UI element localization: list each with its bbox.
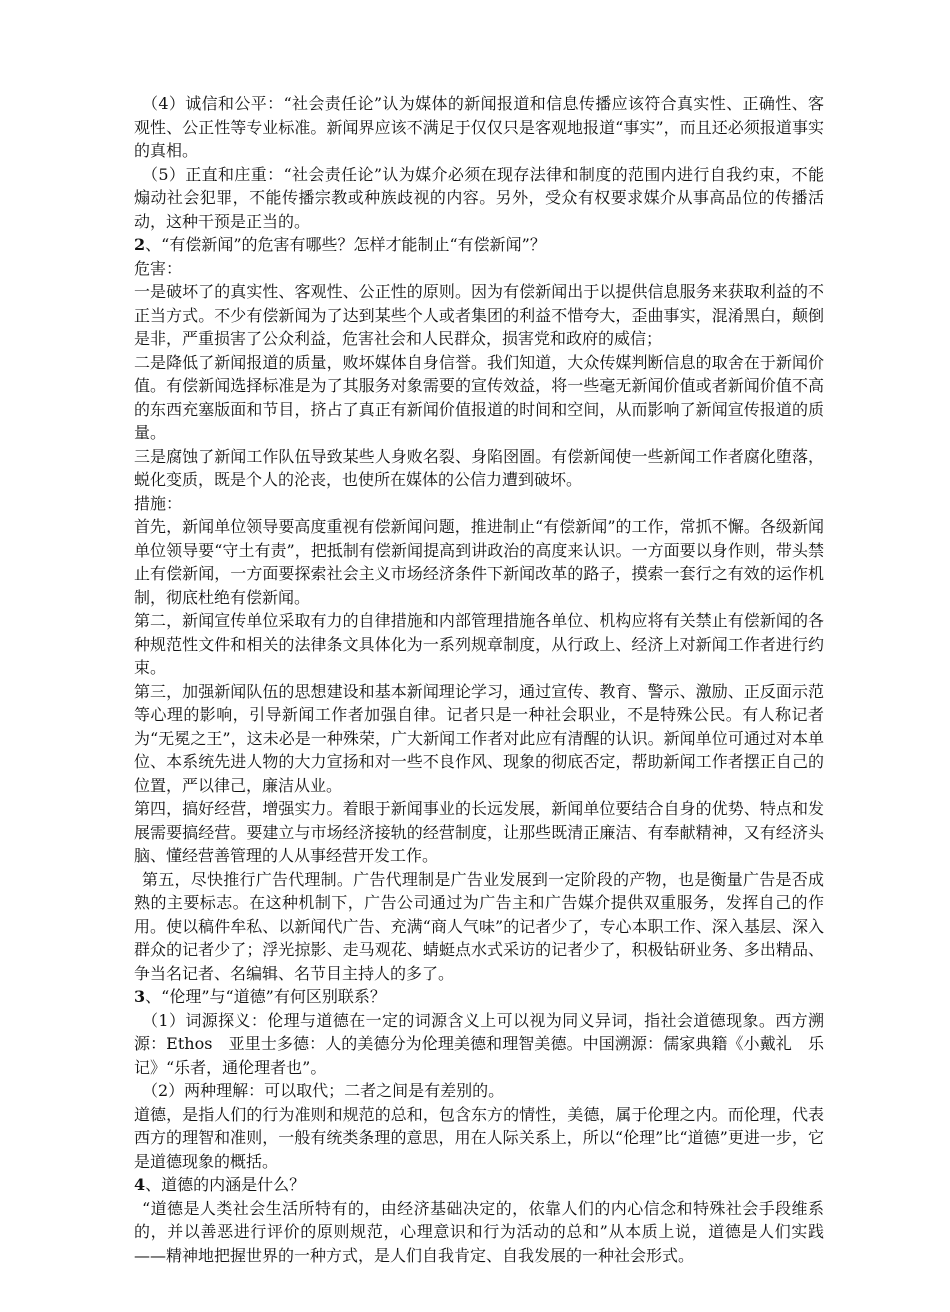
paragraph-harm-3: 三是腐蚀了新闻工作队伍导致某些人身败名裂、身陷囹圄。有偿新闻使一些新闻工作者腐化堕落，蜕化变质，既是个人的沦丧，也使所在媒体的公信力遭到破坏。 (134, 446, 824, 489)
paragraph-harm-2: 二是降低了新闻报道的质量，败坏媒体自身信誉。我们知道，大众传媒判断信息的取舍在于新闻价值。有偿新闻选择标准是为了其服务对象需要的宣传效益，将一些毫无新闻价值或者新闻价值不高的东西充塞版面和节目，挤占了真正有新闻价值报道的时间和空间，从而影响了新闻宣传报道的质量。 (134, 352, 824, 442)
paragraph-morality-vs-ethics: 道德，是指人们的行为准则和规范的总和，包含东方的情性，美德，属于伦理之内。而伦理，代表西方的理智和准则，一般有统类条理的意思，用在人际关系上，所以“伦理”比“道德”更进一步，它是道德现象的概括。 (134, 1104, 824, 1171)
question-heading-4 (134, 1173, 824, 1197)
section-label-harms: 危害： (134, 258, 183, 278)
question-text: 、道德的内涵是什么？ (145, 1175, 306, 1194)
question-heading-2 (134, 233, 824, 257)
document-page (134, 92, 824, 1267)
paragraph-morality-definition: “道德是人类社会生活所特有的，由经济基础决定的，依靠人们的内心信念和特殊社会手段维系的，并以善恶进行评价的原则规范，心理意识和行为活动的总和”从本质上说，道德是人们实践——精神地把握世界的一种方式，是人们自我肯定、自我发展的一种社会形式。 (134, 1198, 824, 1265)
paragraph-measure-2: 第二，新闻宣传单位采取有力的自律措施和内部管理措施各单位、机构应将有关禁止有偿新闻的各种规范性文件和相关的法律条文具体化为一系列规章制度，从行政上、经济上对新闻工作者进行约束。 (134, 611, 824, 677)
paragraph-etymology: （1）词源探义：伦理与道德在一定的词源含义上可以视为同义异词，指社会道德现象。西方溯源：Ethos 亚里士多德：人的美德分为伦理美德和理智美德。中国溯源：儒家典籍《小戴礼 乐记》“乐者，通伦理者也”。 (134, 1010, 824, 1077)
paragraph-measure-3: 第三，加强新闻队伍的思想建设和基本新闻理论学习，通过宣传、教育、警示、激励、正反面示范等心理的影响，引导新闻工作者加强自律。记者只是一种社会职业，不是特殊公民。有人称记者为“无冕之王”，这未必是一种殊荣，广大新闻工作者对此应有清醒的认识。新闻单位可通过对本单位、本系统先进人物的大力宣扬和对一些不良作风、现象的彻底否定，帮助新闻工作者摆正自己的位置，严以律己，廉洁从业。 (134, 681, 824, 795)
question-number: 2 (134, 235, 146, 254)
question-number: 3 (134, 987, 146, 1006)
paragraph-measure-1: 首先，新闻单位领导要高度重视有偿新闻问题，推进制止“有偿新闻”的工作，常抓不懈。各级新闻单位领导要“守土有责”，把抵制有偿新闻提高到讲政治的高度来认识。一方面要以身作则，带头禁止有偿新闻，一方面要探索社会主义市场经济条件下新闻改革的路子，摸索一套行之有效的运作机制，彻底杜绝有偿新闻。 (134, 517, 824, 607)
paragraph-two-understandings: （2）两种理解：可以取代；二者之间是有差别的。 (142, 1081, 505, 1100)
paragraph-integrity-dignity: （5）正直和庄重：“社会责任论”认为媒介必须在现存法律和制度的范围内进行自我约束，不能煽动社会犯罪，不能传播宗教或种族歧视的内容。另外，受众有权要求媒介从事高品位的传播活动，这种干预是正当的。 (134, 164, 824, 231)
paragraph-measure-4: 第四，搞好经营，增强实力。着眼于新闻事业的长远发展，新闻单位要结合自身的优势、特点和发展需要搞经营。要建立与市场经济接轨的经营制度，让那些既清正廉洁、有奉献精神，又有经济头脑、懂经营善管理的人从事经营开发工作。 (134, 799, 824, 865)
question-text: 、“伦理”与“道德”有何区别联系？ (145, 987, 386, 1006)
question-heading-3 (134, 985, 824, 1009)
question-text: 、“有偿新闻”的危害有哪些？怎样才能制止“有偿新闻”？ (145, 235, 546, 254)
question-number: 4 (134, 1175, 146, 1194)
paragraph-harm-1: 一是破坏了的真实性、客观性、公正性的原则。因为有偿新闻出于以提供信息服务来获取利益的不正当方式。不少有偿新闻为了达到某些个人或者集团的利益不惜夸大，歪曲事实，混淆黑白，颠倒是非，严重损害了公众利益，危害社会和人民群众，损害党和政府的威信； (134, 282, 824, 348)
section-label-measures: 措施： (134, 493, 183, 513)
paragraph-integrity-fairness: （4）诚信和公平：“社会责任论”认为媒体的新闻报道和信息传播应该符合真实性、正确性、客观性、公正性等专业标准。新闻界应该不满足于仅仅只是客观地报道“事实”，而且还必须报道事实的真相。 (134, 94, 824, 160)
paragraph-measure-5: 第五，尽快推行广告代理制。广告代理制是广告业发展到一定阶段的产物，也是衡量广告是否成熟的主要标志。在这种机制下，广告公司通过为广告主和广告媒介提供双重服务，发挥自己的作用。使以稿件牟私、以新闻代广告、充满“商人气味”的记者少了，专心本职工作、深入基层、深入群众的记者少了；浮光掠影、走马观花、蜻蜓点水式采访的记者少了，积极钻研业务、多出精品、争当名记者、名编辑、名节目主持人的多了。 (134, 869, 824, 983)
